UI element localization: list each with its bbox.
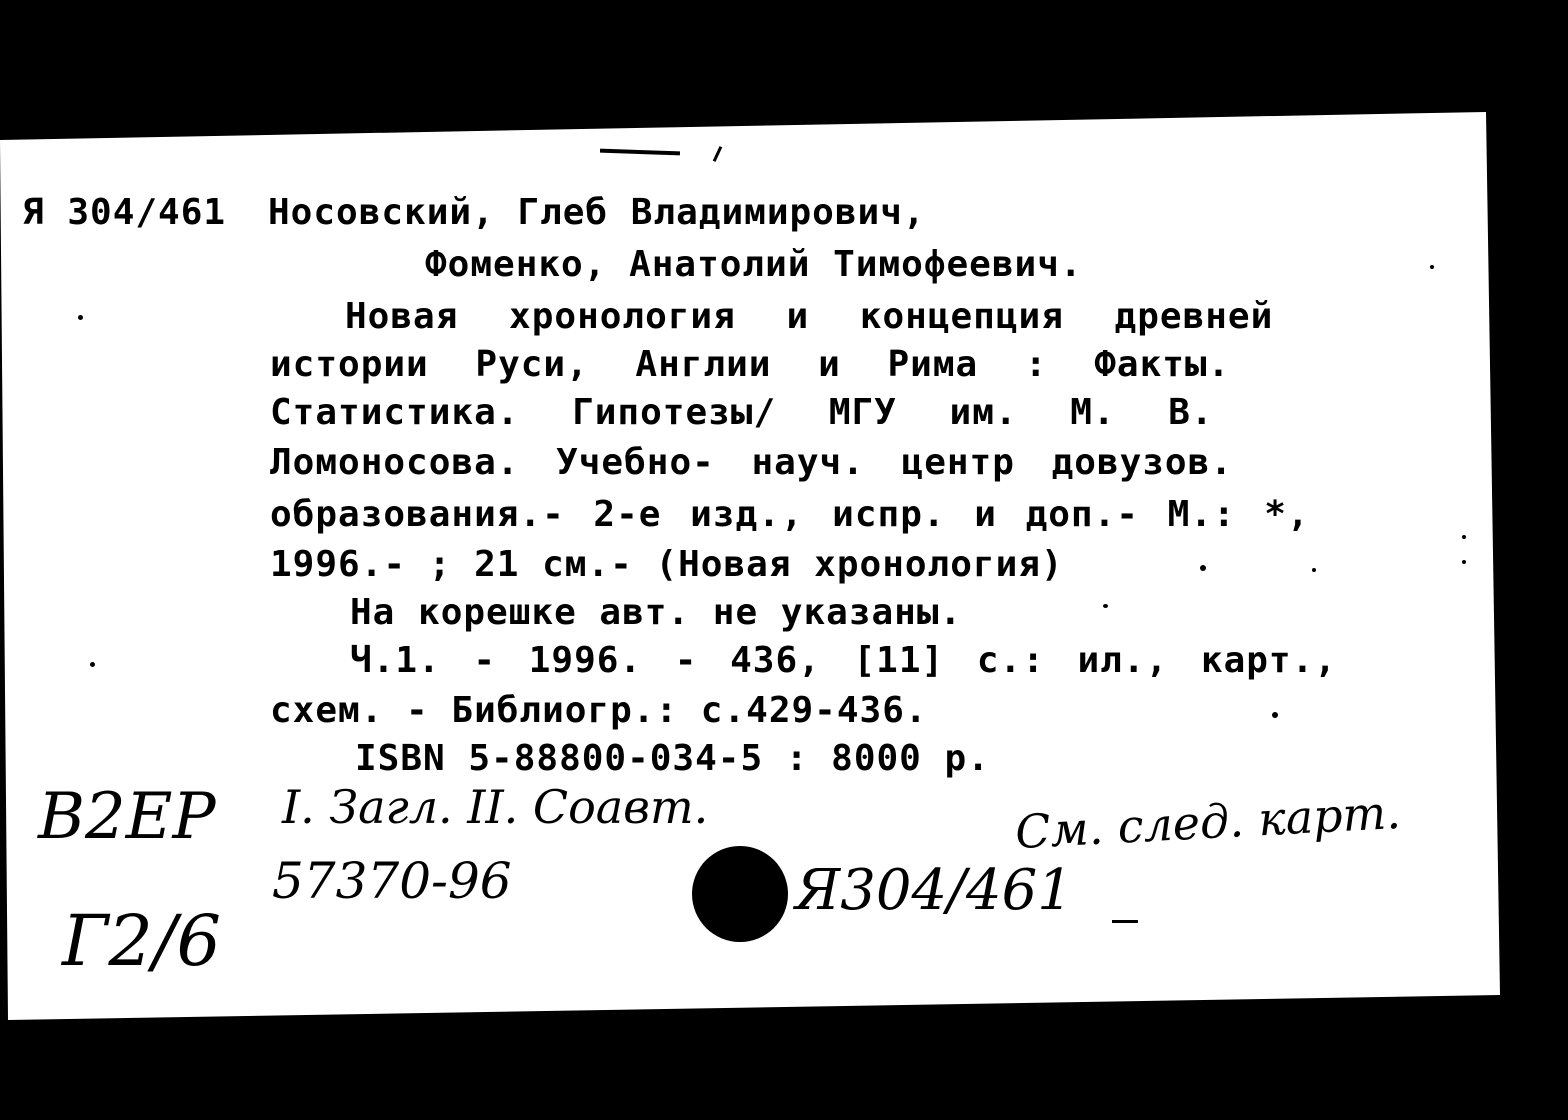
handwritten-left-code-2: Г2/6 — [62, 900, 222, 982]
body-line-1: Новая хронология и концепция древней — [345, 296, 1274, 337]
punch-hole — [692, 846, 788, 942]
note-line: На корешке авт. не указаны. — [350, 592, 963, 633]
speck — [1462, 535, 1466, 539]
body-line-6: 1996.- ; 21 см.- (Новая хронология) — [270, 544, 1064, 585]
speck — [1462, 560, 1466, 564]
author-line-1: Носовский, Глеб Владимирович, — [268, 192, 926, 233]
speck — [1312, 568, 1316, 572]
handwritten-tracings: I. Загл. II. Соавт. — [282, 780, 709, 834]
body-line-2: истории Руси, Англии и Рима : Факты. — [270, 344, 1231, 385]
shelfmark: Я 304/461 — [22, 192, 227, 233]
part-line-2: схем. - Библиогр.: с.429-436. — [270, 690, 928, 731]
speck — [90, 662, 95, 667]
handwritten-see-next: См. след. карт. — [1013, 784, 1402, 860]
handwritten-accession: 57370-96 — [272, 852, 512, 910]
body-line-3: Статистика. Гипотезы/ МГУ им. М. В. — [270, 392, 1214, 433]
body-line-5: образования.- 2-е изд., испр. и доп.- М.: *, — [270, 494, 1310, 535]
part-line-1: Ч.1. - 1996. - 436, [11] с.: ил., карт., — [350, 640, 1337, 681]
speck — [1103, 604, 1108, 608]
dash-mark — [1112, 920, 1138, 923]
isbn-line: ISBN 5-88800-034-5 : 8000 р. — [355, 738, 990, 779]
body-line-4: Ломоносова. Учебно- науч. центр довузов. — [270, 442, 1233, 483]
speck — [1200, 565, 1206, 571]
author-line-2: Фоменко, Анатолий Тимофеевич. — [425, 244, 1083, 285]
handwritten-left-code-1: В2ЕР — [38, 780, 216, 854]
speck — [1430, 265, 1434, 269]
handwritten-shelf-repeat: Я304/461 — [795, 858, 1073, 923]
speck — [1272, 712, 1278, 718]
speck — [78, 315, 83, 320]
